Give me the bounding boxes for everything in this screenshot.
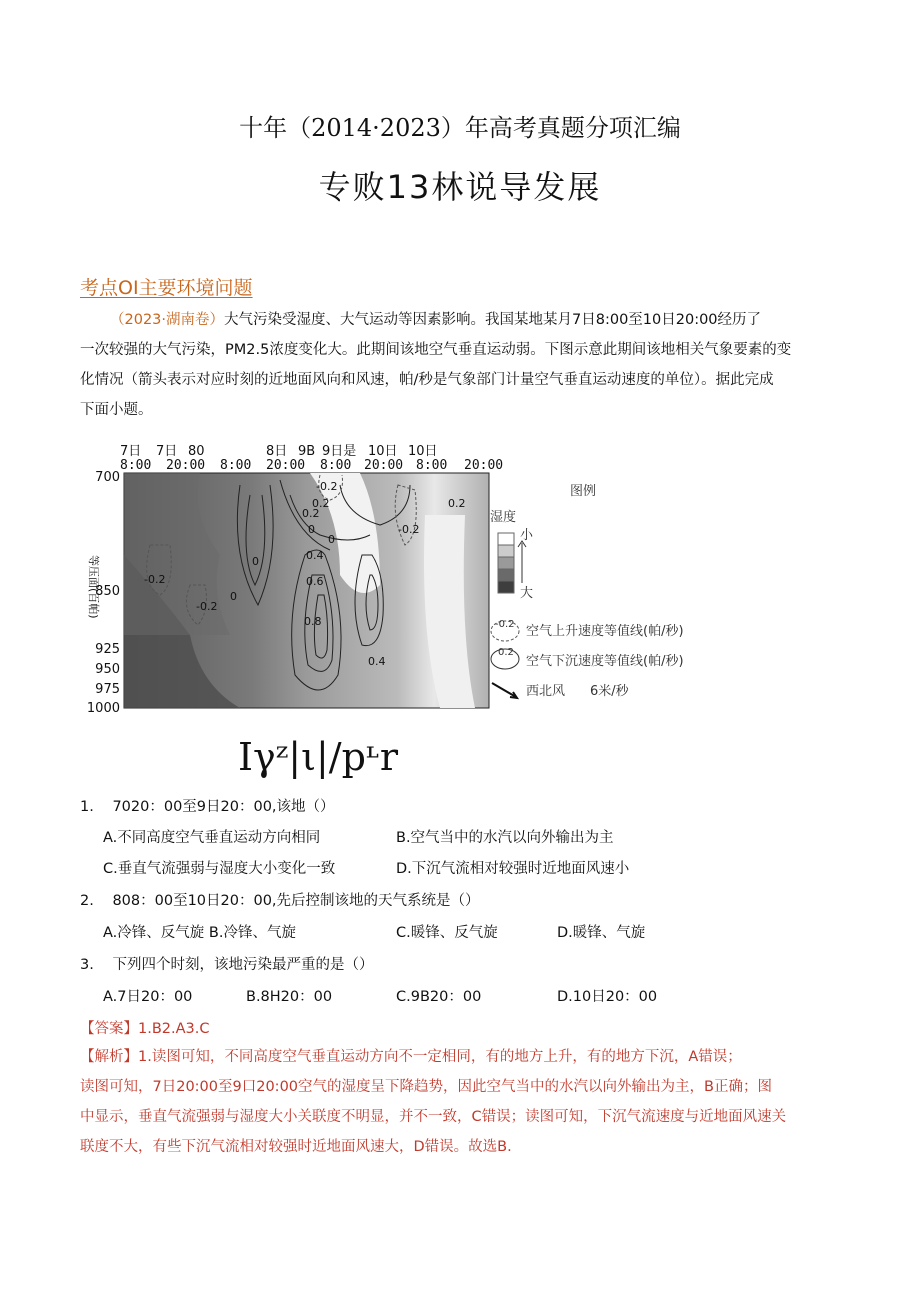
question-1-num: 1. xyxy=(80,799,94,815)
legend-sink-label: 空气下沉速度等值线(帕/秒) xyxy=(526,654,684,669)
contour-label-12: -0.2 xyxy=(398,523,420,536)
analysis-block xyxy=(80,1042,840,1162)
legend-large: 大 xyxy=(520,586,534,601)
legend-wind-speed: 6米/秒 xyxy=(590,684,629,699)
time-label-1: 8:00 xyxy=(120,458,152,473)
y-tick-850: 850 xyxy=(95,584,120,599)
intro-line-2: 一次较强的大气污染，PM2.5浓度变化大。此期间该地空气垂直运动弱。下图示意此期间该地相关气象要素的变 xyxy=(80,342,792,358)
contour-label-1: -0.2 xyxy=(144,573,166,586)
question-3-num: 3. xyxy=(80,957,94,973)
intro-line-4: 下面小题。 xyxy=(80,402,153,418)
top-label-8: 10日 xyxy=(408,444,438,459)
y-tick-925: 925 xyxy=(95,642,120,657)
wind-arrow-icon xyxy=(492,683,516,697)
legend-sink-value: 0.2 xyxy=(498,647,514,658)
answer-line xyxy=(80,1017,210,1038)
y-tick-1000: 1000 xyxy=(86,701,120,716)
question-3 xyxy=(80,953,373,974)
q1-option-a[interactable]: A.不同高度空气垂直运动方向相同 xyxy=(103,830,321,846)
q1-option-c[interactable]: C.垂直气流强弱与湿度大小变化一致 xyxy=(103,861,336,877)
top-label-7: 10日 xyxy=(368,444,398,459)
contour-label-9: 0.6 xyxy=(306,575,324,588)
intro-paragraph xyxy=(80,305,840,425)
page-subtitle: 专败13林说导发展 xyxy=(318,168,602,206)
analysis-label: 【解析】 xyxy=(80,1049,138,1065)
q1-option-d[interactable]: D.下沉气流相对较强时近地面风速小 xyxy=(396,861,630,877)
q3-option-c[interactable]: C.9B20：00 xyxy=(396,989,482,1005)
top-label-5: 9B xyxy=(298,444,316,459)
question-source: （2023·湖南卷） xyxy=(110,312,225,328)
question-3-stem: 下列四个时刻，该地污染最严重的是（） xyxy=(112,957,374,973)
analysis-line-2: 读图可知，7日20:00至9口20:00空气的湿度呈下降趋势，因此空气当中的水汽以向外输出为主，B正确；图 xyxy=(80,1079,772,1095)
q3-option-d[interactable]: D.10日20：00 xyxy=(557,989,658,1005)
legend-rise-value: -0.2 xyxy=(495,619,515,630)
contour-label-15: 0 xyxy=(328,533,335,546)
q2-option-d[interactable]: D.暖锋、气旋 xyxy=(557,925,646,941)
contour-label-5: -0.2 xyxy=(316,480,338,493)
contour-label-10: 0.8 xyxy=(304,615,322,628)
time-label-3: 8:00 xyxy=(220,458,252,473)
analysis-line-3: 中显示，垂直气流强弱与湿度大小关联度不明显，并不一致，C错误；读图可知，下沉气流速度与近地面风速关 xyxy=(80,1109,787,1125)
plot-area xyxy=(124,473,489,708)
time-label-7: 8:00 xyxy=(416,458,448,473)
analysis-text-1: 1.读图可知，不同高度空气垂直运动方向不一定相同，有的地方上升，有的地方下沉，A错误； xyxy=(138,1049,742,1065)
q3-option-b[interactable]: B.8H20：00 xyxy=(246,989,333,1005)
y-axis-title: 等压面(百帕) xyxy=(87,555,100,619)
contour-label-6: 0.2 xyxy=(312,497,330,510)
legend-small: 小 xyxy=(520,528,534,543)
y-tick-975: 975 xyxy=(95,682,120,697)
question-1-stem: 7020：00至9日20：00,该地（） xyxy=(112,799,335,815)
top-label-2: 7日 xyxy=(156,444,178,459)
answer-value: 1.B2.A3.C xyxy=(138,1021,210,1037)
contour-label-4: 0 xyxy=(252,555,259,568)
top-label-6: 9日是 xyxy=(322,444,357,459)
question-2 xyxy=(80,889,480,910)
q2-option-ab[interactable]: A.冷锋、反气旋 B.冷锋、气旋 xyxy=(103,925,296,941)
legend-title: 图例 xyxy=(570,484,597,499)
analysis-line-4: 联度不大，有些下沉气流相对较强时近地面风速大，D错误。故选B. xyxy=(80,1139,512,1155)
q1-option-b[interactable]: B.空气当中的水汽以向外输出为主 xyxy=(396,830,614,846)
intro-text-1: 大气污染受湿度、大气运动等因素影响。我国某地某月7日8:00至10日20:00经历了 xyxy=(224,312,762,328)
contour-label-3: 0 xyxy=(230,590,237,603)
figure-caption: Iγᶻ|ι|/pᶫr xyxy=(238,735,399,779)
question-2-num: 2. xyxy=(80,893,94,909)
contour-label-14: 0.2 xyxy=(302,507,320,520)
top-label-3: 80 xyxy=(188,444,205,459)
q2-option-c[interactable]: C.暖锋、反气旋 xyxy=(396,925,498,941)
legend-rise-label: 空气上升速度等值线(帕/秒) xyxy=(526,624,684,639)
page-title: 十年（2014·2023）年高考真题分项汇编 xyxy=(239,114,681,142)
contour-label-2: -0.2 xyxy=(196,600,218,613)
analysis-line-1 xyxy=(80,1042,840,1072)
legend xyxy=(490,484,684,699)
contour-label-13: 0.2 xyxy=(448,497,466,510)
time-label-6: 20:00 xyxy=(364,458,404,473)
top-label-4: 8日 xyxy=(266,444,288,459)
top-label-1: 7日 xyxy=(120,444,142,459)
weather-figure xyxy=(80,435,760,725)
section-heading: 考点OI主要环境问题 xyxy=(80,277,253,299)
legend-humidity: 湿度 xyxy=(490,510,517,525)
y-tick-700: 700 xyxy=(95,470,120,485)
y-tick-950: 950 xyxy=(95,662,120,677)
q3-option-a[interactable]: A.7日20：00 xyxy=(103,989,193,1005)
contour-label-11: 0.4 xyxy=(368,655,386,668)
answer-label: 【答案】 xyxy=(80,1021,138,1037)
time-label-4: 20:00 xyxy=(266,458,306,473)
legend-wind-label: 西北风 xyxy=(526,684,566,699)
contour-label-8: 0.4 xyxy=(306,549,324,562)
contour-label-7: 0 xyxy=(308,523,315,536)
time-label-2: 20:00 xyxy=(166,458,206,473)
question-2-stem: 808：00至10日20：00,先后控制该地的天气系统是（） xyxy=(112,893,480,909)
intro-line-3: 化情况（箭头表示对应时刻的近地面风向和风速，帕/秒是气象部门计量空气垂直运动速度的单位）。据此完成 xyxy=(80,372,774,388)
question-1 xyxy=(80,795,335,816)
intro-line-1 xyxy=(80,305,840,335)
time-label-8: 20:00 xyxy=(464,458,504,473)
time-label-5: 8:00 xyxy=(320,458,352,473)
